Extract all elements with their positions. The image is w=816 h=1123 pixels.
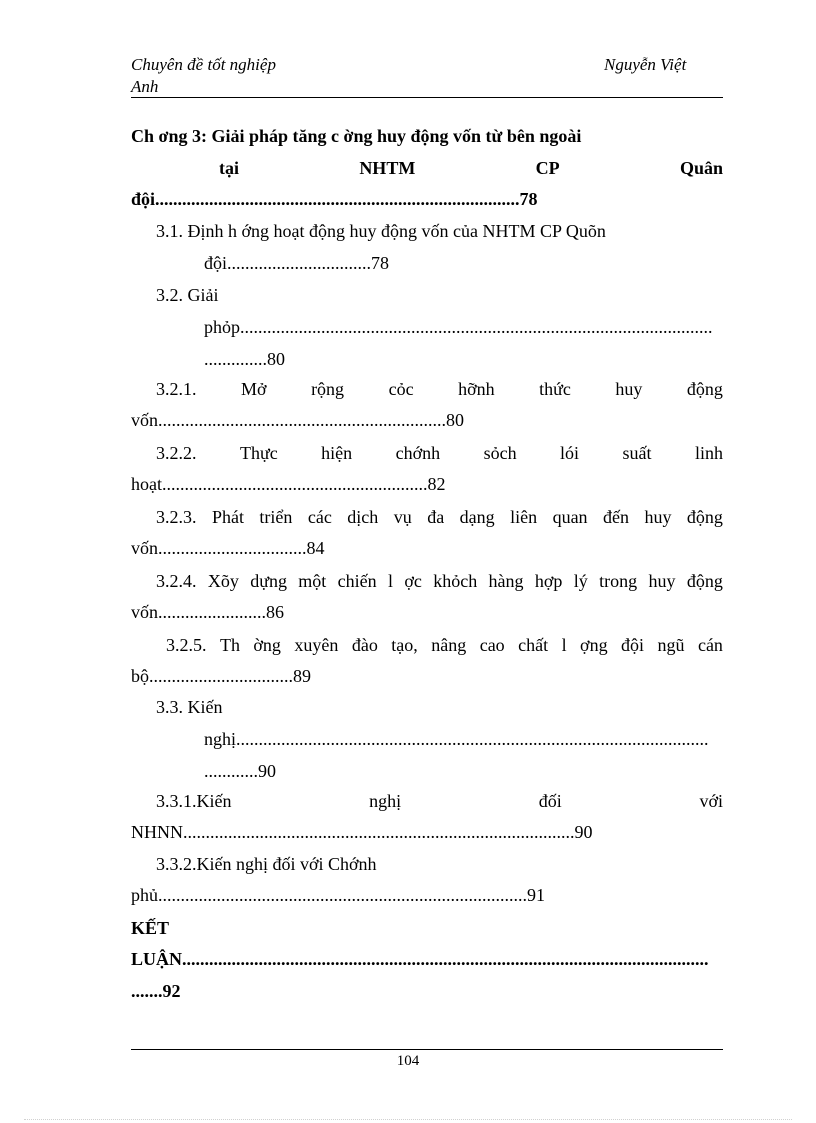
word: 3.2.4. — [156, 571, 197, 591]
toc-3-2-3-line1 — [156, 506, 723, 528]
toc-3-2-5-line2: bộ................................89 — [131, 666, 311, 686]
word: Phát — [211, 507, 244, 527]
toc-3-2-4-line2: vốn........................86 — [131, 602, 284, 622]
word: chất — [518, 635, 549, 655]
word: ợng — [580, 635, 608, 655]
word: một — [298, 571, 327, 591]
word: tại — [219, 158, 239, 178]
toc-3-2-line3: ..............80 — [204, 349, 285, 369]
word: dịch — [347, 507, 379, 527]
toc-3-2-2-line2: hoạt...........................................................82 — [131, 474, 446, 494]
word: đội — [621, 635, 645, 655]
word: Th — [219, 635, 240, 655]
word: l — [387, 571, 393, 591]
toc-3-2-5-line1 — [166, 634, 723, 656]
word: dạng — [459, 507, 495, 527]
word: 3.2.5. — [166, 635, 207, 655]
word: 3.2.3. — [156, 507, 197, 527]
word: 3.2.2. — [156, 443, 197, 463]
word: nghị — [369, 791, 402, 811]
word: động — [686, 507, 723, 527]
word: lý — [573, 571, 588, 591]
toc-3-2-4-line1 — [156, 570, 723, 592]
word: Thực — [239, 443, 278, 463]
word: chiến — [337, 571, 377, 591]
page-edge-divider — [24, 1119, 792, 1120]
toc-3-2-line2: phỏp......................................................................................................... — [204, 317, 713, 337]
word: sỏch — [483, 443, 517, 463]
toc-3-3-2-line1: 3.3.2.Kiến nghị đối với Chớnh — [156, 854, 377, 874]
page-number: 104 — [396, 1053, 420, 1069]
word: ờng — [253, 635, 281, 655]
word: cao — [479, 635, 505, 655]
word: NHTM — [359, 158, 416, 178]
header-rule — [131, 97, 723, 98]
word: đa — [427, 507, 445, 527]
word: động — [686, 571, 723, 591]
word: dựng — [250, 571, 287, 591]
word: lói — [560, 443, 580, 463]
word: cỏc — [388, 379, 414, 399]
word: ngũ — [657, 635, 685, 655]
header-left-line1: Chuyên đề tốt nghiệp — [131, 55, 276, 74]
toc-3-2-1-line2: vốn................................................................80 — [131, 410, 464, 430]
word: đối — [538, 791, 562, 811]
word: các — [307, 507, 332, 527]
word: chớnh — [395, 443, 441, 463]
toc-chapter3-line3: đội.................................................................................78 — [131, 189, 538, 209]
toc-3-3-line3: ............90 — [204, 761, 276, 781]
toc-3-2-3-line2: vốn.................................84 — [131, 538, 325, 558]
word: Quân — [679, 158, 723, 178]
word: tạo, — [391, 635, 418, 655]
word: l — [561, 635, 567, 655]
word: hiện — [321, 443, 353, 463]
header-title — [131, 54, 276, 98]
word: huy — [615, 379, 643, 399]
toc-3-2-line1: 3.2. Giải — [156, 285, 219, 305]
word: 3.3.1.Kiến — [156, 791, 232, 811]
word: Mở — [241, 379, 267, 399]
toc-3-2-1-line1 — [156, 378, 723, 400]
toc-3-3-line1: 3.3. Kiến — [156, 697, 223, 717]
toc-conclusion-line1: KẾT — [131, 918, 170, 938]
word: CP — [535, 158, 560, 178]
word: khỏch — [433, 571, 478, 591]
word: cán — [697, 635, 723, 655]
word: Xõy — [207, 571, 239, 591]
toc-3-1-line2: đội................................78 — [204, 253, 390, 273]
header-left-line2: Anh — [131, 77, 159, 96]
toc-3-3-1-line1 — [156, 790, 723, 812]
toc-3-3-line2: nghị......................................................................................................... — [204, 729, 709, 749]
word: vụ — [393, 507, 412, 527]
word: suất — [622, 443, 652, 463]
word: xuyên — [294, 635, 339, 655]
word: hợp — [534, 571, 563, 591]
toc-3-1-line1: 3.1. Định h ớng hoạt động huy động vốn của NHTM CP Quõn — [156, 221, 606, 241]
word: trong — [599, 571, 638, 591]
word: rộng — [311, 379, 345, 399]
toc-conclusion-line2: LUẬN..................................................................................................................... — [131, 949, 709, 969]
word: 3.2.1. — [156, 379, 197, 399]
word: ợc — [404, 571, 422, 591]
word: nâng — [431, 635, 467, 655]
word: thức — [539, 379, 571, 399]
word: linh — [694, 443, 723, 463]
toc-chapter3-line1: Ch ơng 3: Giải pháp tăng c ờng huy động vốn từ bên ngoài — [131, 126, 582, 146]
word: huy — [644, 507, 672, 527]
word: với — [699, 791, 723, 811]
word: động — [686, 379, 723, 399]
word: quan — [552, 507, 588, 527]
toc-3-2-2-line1 — [156, 442, 723, 464]
word: triển — [259, 507, 293, 527]
header-author: Nguyễn Việt — [604, 55, 687, 74]
word: hàng — [488, 571, 524, 591]
toc-3-3-2-line2: phủ..................................................................................91 — [131, 885, 545, 905]
word: đào — [351, 635, 378, 655]
footer-rule — [131, 1049, 723, 1050]
toc-chapter3-line2 — [219, 157, 723, 179]
word: đến — [603, 507, 630, 527]
toc-conclusion-line3: .......92 — [131, 981, 181, 1001]
word: liên — [510, 507, 538, 527]
word: huy — [648, 571, 676, 591]
word: hỡnh — [458, 379, 495, 399]
toc-3-3-1-line2: NHNN.......................................................................................90 — [131, 822, 593, 842]
